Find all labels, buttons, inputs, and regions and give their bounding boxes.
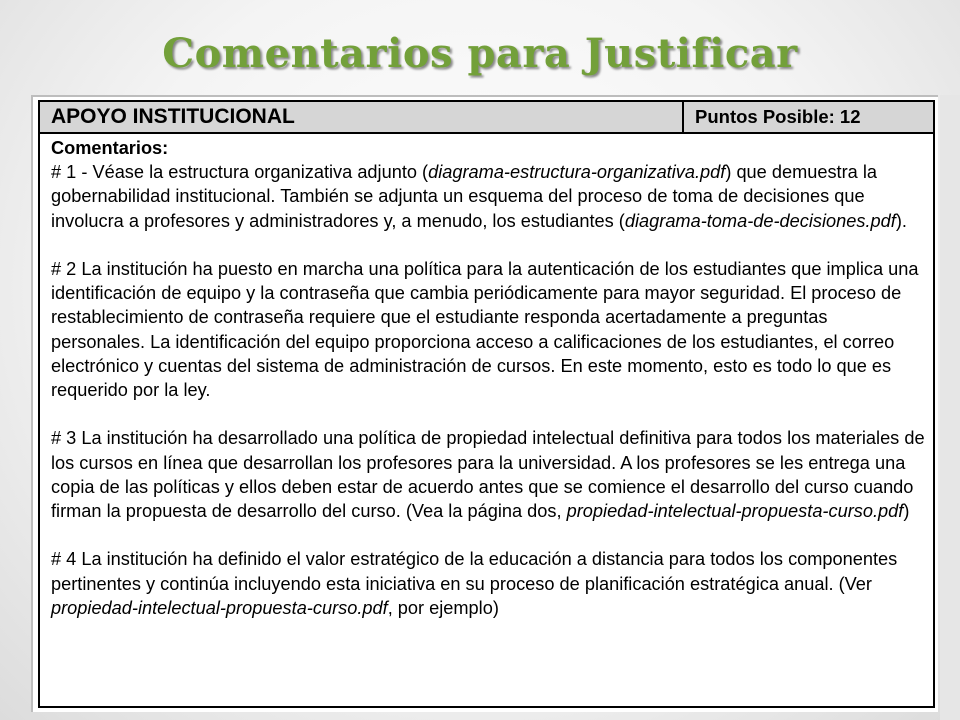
comment-text: ) (903, 501, 910, 522)
comment-text: # 2 La institución ha puesto en marcha una política para la autenticación de los estudiantes que implica una identificación de equipo y la contraseña que cambia periódicamente para mayor seguridad. El proceso de restablecimiento de contraseña requiere que el estudiante responda acertadamente a preguntas personales. La identificación del equipo proporciona acceso a calificaciones de los estudiantes, el correo electrónico y cuentas del sistema de administración de cursos. En este momento, esto es todo lo que es requerido por la ley. (51, 259, 919, 401)
comment-item-1 (51, 160, 925, 233)
file-reference: propiedad-intelectual-propuesta-curso.pdf (566, 501, 904, 522)
file-reference: propiedad-intelectual-propuesta-curso.pdf (51, 597, 388, 618)
evaluation-table (38, 100, 935, 708)
comment-text: # 1 - Véase la estructura organizativa adjunto ( (51, 162, 429, 183)
slide-edge-strip (940, 95, 960, 720)
comment-item-2 (51, 257, 925, 402)
comment-text: ). (895, 210, 907, 231)
document-image (31, 95, 938, 712)
comments-body (40, 134, 933, 620)
file-reference: diagrama-estructura-organizativa.pdf (428, 162, 726, 183)
comment-text: , por ejemplo) (387, 597, 499, 618)
section-title: APOYO INSTITUCIONAL (40, 102, 684, 132)
comments-label: Comentarios: (51, 138, 169, 158)
slide-title: Comentarios para Justificar (162, 30, 798, 77)
comment-text: # 4 La institución ha definido el valor estratégico de la educación a distancia para todos los componentes pertinentes y continúa incluyendo esta iniciativa en su proceso de planificación estratégica anual. (Ver (51, 549, 898, 594)
points-possible: Puntos Posible: 12 (695, 106, 861, 127)
comment-text: # 3 La institución ha desarrollado una política de propiedad intelectual definitiva para todos los materiales de los cursos en línea que desarrollan los profesores para la universidad. A los profesores se les entrega una copia de las políticas y ellos deben estar de acuerdo antes que se comience el desarrollo del curso cuando firman la propuesta de desarrollo del curso. (Vea la página dos, (51, 428, 925, 522)
comment-item-3 (51, 426, 925, 523)
file-reference: diagrama-toma-de-decisiones.pdf (624, 210, 896, 231)
table-header-row (40, 102, 933, 134)
comment-item-4 (51, 547, 925, 620)
comment-text: ) que demuestra la gobernabilidad institucional. También se adjunta un esquema del proceso de toma de decisiones que involucra a profesores y administradores y, a menudo, los estudiantes ( (51, 162, 877, 231)
